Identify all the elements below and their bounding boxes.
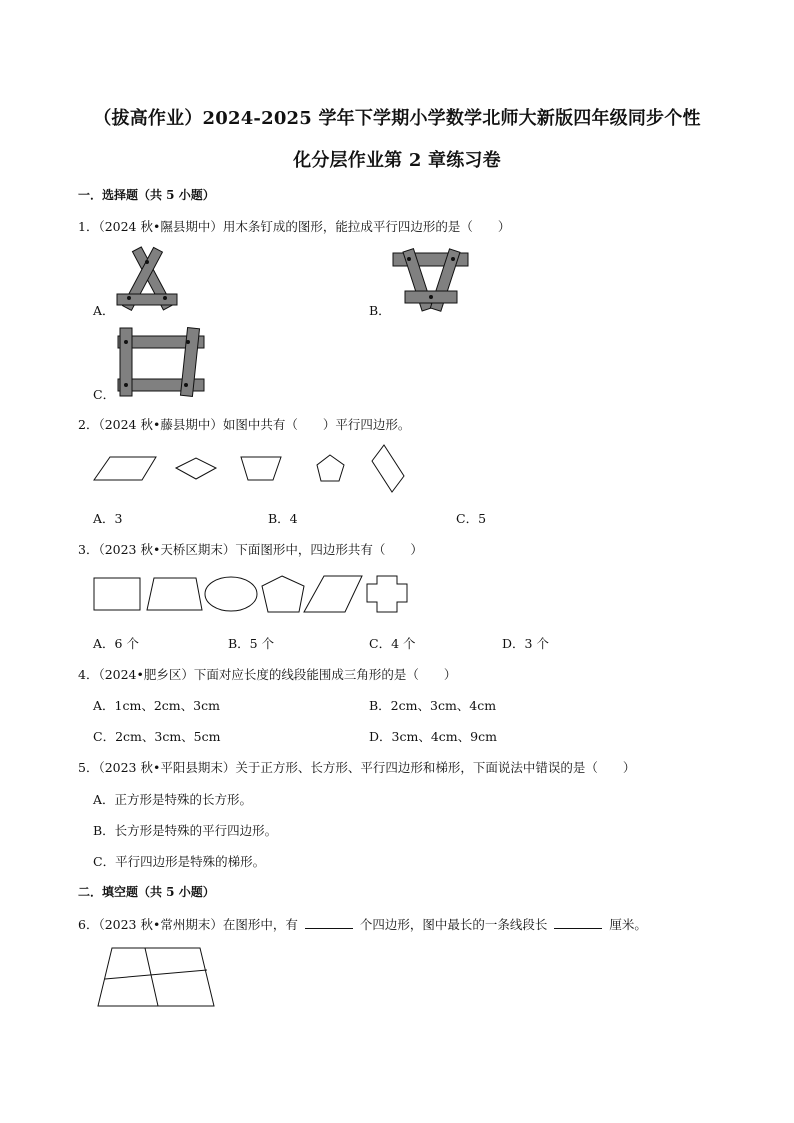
question-1-option-b[interactable]: B． (369, 303, 391, 318)
question-6-trapezoid-figure (96, 946, 216, 1010)
question-6-blank-count[interactable] (305, 916, 353, 929)
stick-quadrilateral-figure (118, 327, 206, 397)
question-6-stem-part2: 个四边形，图中最长的一条线段长 (359, 917, 548, 932)
question-1-stem: 1．（2024 秋•隰县期中）用木条钉成的图形，能拉成平行四边形的是（ ） (78, 219, 511, 234)
question-6-stem-part3: 厘米。 (609, 917, 647, 932)
section-choice-heading: 一．选择题（共 5 小题） (78, 188, 215, 202)
question-4-option-a[interactable]: A．1cm、2cm、3cm (93, 698, 220, 713)
section-fill-heading: 二．填空题（共 5 小题） (78, 885, 215, 899)
question-6-stem-part1: 6．（2023 秋•常州期末）在图形中，有 (78, 917, 298, 932)
stick-triangle-figure (115, 248, 179, 310)
question-4-option-b[interactable]: B．2cm、3cm、4cm (369, 698, 497, 713)
question-6-stem (78, 915, 647, 933)
question-3-stem: 3．（2023 秋•天桥区期末）下面图形中，四边形共有（ ） (78, 542, 423, 557)
question-4-option-c[interactable]: C．2cm、3cm、5cm (93, 729, 221, 744)
question-4-option-d[interactable]: D．3cm、4cm、9cm (369, 729, 497, 744)
question-3-option-b[interactable]: B．5 个 (228, 636, 275, 651)
question-1-option-c[interactable]: C． (93, 387, 116, 402)
question-2-option-a[interactable]: A．3 (93, 511, 123, 526)
doc-title-line1: （拔高作业）2024-2025 学年下学期小学数学北师大新版四年级同步个性 (93, 108, 701, 129)
question-5-stem: 5．（2023 秋•平阳县期末）关于正方形、长方形、平行四边形和梯形，下面说法中错误的是（ ） (78, 760, 636, 775)
question-2-option-c[interactable]: C．5 (456, 511, 487, 526)
question-6-blank-length[interactable] (554, 916, 602, 929)
stick-inverted-triangle-figure (393, 249, 469, 309)
question-5-option-a[interactable]: A．正方形是特殊的长方形。 (93, 792, 253, 807)
question-2-option-b[interactable]: B．4 (268, 511, 298, 526)
doc-title-line2: 化分层作业第 2 章练习卷 (293, 150, 501, 171)
question-1-option-a[interactable]: A． (93, 303, 115, 318)
question-3-shapes (92, 572, 422, 616)
question-4-stem: 4．（2024•肥乡区）下面对应长度的线段能围成三角形的是（ ） (78, 667, 457, 682)
question-2-shapes (90, 440, 420, 500)
question-3-option-a[interactable]: A．6 个 (93, 636, 139, 651)
question-2-stem: 2．（2024 秋•藤县期中）如图中共有（ ）平行四边形。 (78, 417, 411, 432)
question-5-option-b[interactable]: B．长方形是特殊的平行四边形。 (93, 823, 278, 838)
question-5-option-c[interactable]: C．平行四边形是特殊的梯形。 (93, 854, 266, 869)
question-3-option-c[interactable]: C．4 个 (369, 636, 416, 651)
question-3-option-d[interactable]: D．3 个 (502, 636, 549, 651)
